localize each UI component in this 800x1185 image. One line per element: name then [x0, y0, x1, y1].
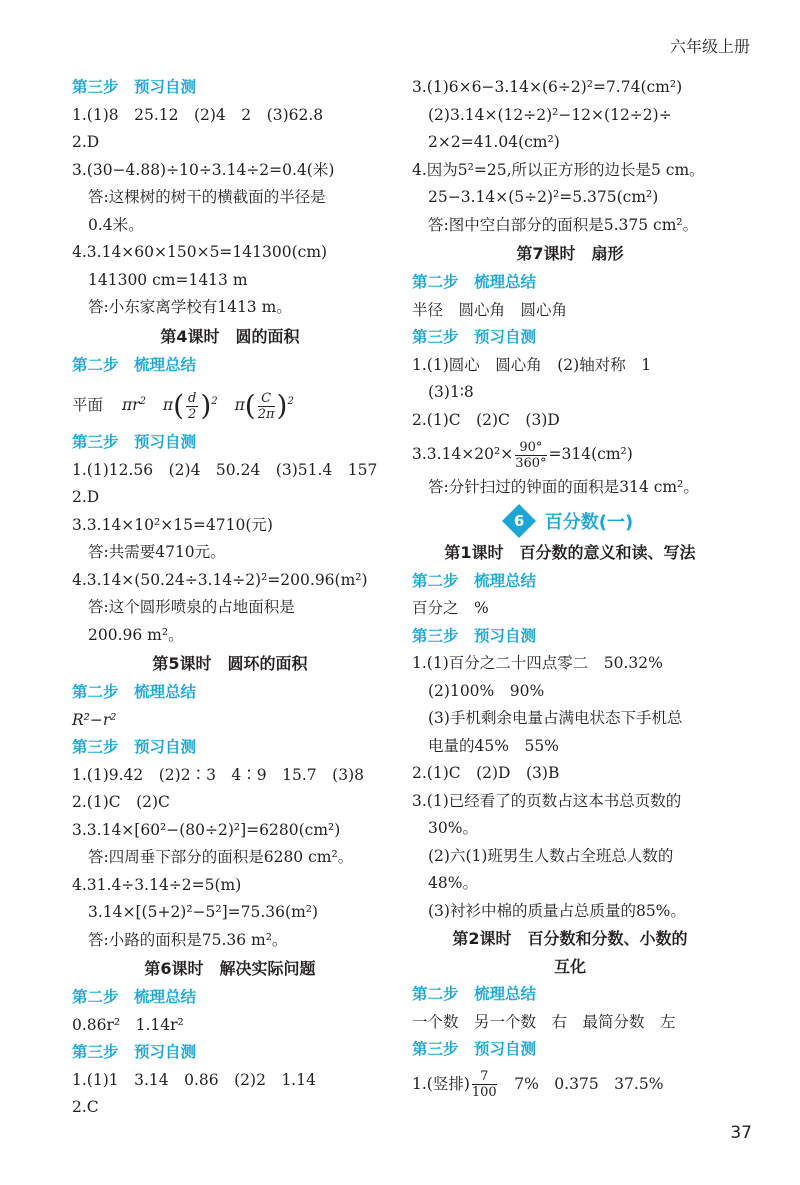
answer-line: 2.(1)C (2)C — [72, 793, 170, 812]
step-heading: 第二步 梳理总结 — [72, 355, 197, 374]
lesson-title: 第1课时 百分数的意义和读、写法 — [444, 542, 696, 562]
answer-line: 4.3.14×(50.24÷3.14÷2)²=200.96(m²) — [72, 570, 368, 589]
step-heading: 第二步 梳理总结 — [72, 683, 197, 702]
summary-line: R²−r² — [72, 710, 117, 729]
answer-line: 3.(1)已经看了的页数占这本书总页数的 — [412, 791, 682, 810]
answer-line: 2.(1)C (2)D (3)B — [412, 764, 560, 782]
answer-line: 3.14×[(5+2)²−5²]=75.36(m²) — [88, 903, 319, 922]
answer-line: (3)1∶8 — [428, 383, 474, 401]
answer-line: 4.因为5²=25,所以正方形的边长是5 cm。 — [412, 160, 705, 179]
answer-line: 答:这个圆形喷泉的占地面积是 — [88, 598, 295, 617]
conversion-answer: 1.(竖排) $\frac{7}{100}$ 7% 0.375 37.5% — [412, 1069, 664, 1100]
answer-line: (3)衬衫中棉的质量占总质量的85%。 — [428, 901, 686, 920]
right-column — [412, 74, 728, 1104]
answer-line: 2.D — [72, 488, 100, 507]
answer-line: 4.31.4÷3.14÷2=5(m) — [72, 875, 242, 894]
step-heading: 第三步 预习自测 — [72, 433, 197, 452]
step-heading: 第二步 梳理总结 — [412, 571, 537, 590]
left-column — [72, 74, 388, 1122]
answer-line: 3.3.14×[60²−(80÷2)²]=6280(cm²) — [72, 820, 341, 839]
grade-header: 六年级上册 — [669, 37, 750, 56]
answer-line: (2)3.14×(12÷2)²−12×(12÷2)÷ — [428, 105, 672, 124]
answer-line: 2×2=41.04(cm²) — [428, 133, 560, 151]
step-heading: 第三步 预习自测 — [72, 1043, 197, 1062]
answer-line: (3)手机剩余电量占满电状态下手机总 — [428, 709, 683, 727]
answer-line: 答:分针扫过的钟面的面积是314 cm²。 — [428, 478, 699, 496]
summary-line: 一个数 另一个数 右 最简分数 左 — [412, 1012, 676, 1031]
step-heading: 第三步 预习自测 — [412, 1040, 537, 1058]
step-heading: 第三步 预习自测 — [72, 78, 197, 96]
lesson-title-continued: 互化 — [553, 957, 586, 976]
step-heading: 第二步 梳理总结 — [72, 988, 197, 1007]
answer-line: 2.C — [72, 1098, 99, 1117]
answer-line: 答:这棵树的树干的横截面的半径是 — [88, 188, 326, 206]
answer-line: 30%。 — [428, 819, 478, 837]
summary-line: 百分之 % — [412, 599, 489, 617]
lesson-title: 第5课时 圆环的面积 — [152, 654, 308, 674]
answer-line: (2)100% 90% — [428, 681, 545, 700]
answer-line: 1.(1)8 25.12 (2)4 2 (3)62.8 — [72, 105, 324, 124]
answer-line: 2.D — [72, 133, 100, 151]
unit-title: 百分数(一) — [544, 511, 634, 533]
answer-line: (2)六(1)班男生人数占全班总人数的 — [428, 846, 674, 865]
unit-heading — [412, 508, 728, 534]
answer-line: 答:四周垂下部分的面积是6280 cm²。 — [88, 848, 354, 867]
answer-line: 3.3.14×10²×15=4710(元) — [72, 515, 273, 534]
lesson-title: 第6课时 解决实际问题 — [144, 959, 316, 979]
answer-line: 1.(1)百分之二十四点零二 50.32% — [412, 654, 663, 672]
step-heading: 第三步 预习自测 — [412, 626, 537, 645]
lesson-title: 第4课时 圆的面积 — [160, 326, 300, 346]
answer-line: 48%。 — [428, 874, 478, 892]
answer-line: 3.(30−4.88)÷10÷3.14÷2=0.4(米) — [72, 160, 335, 179]
step-heading: 第三步 预习自测 — [412, 328, 537, 346]
answer-line: 1.(1)1 3.14 0.86 (2)2 1.14 — [72, 1070, 316, 1089]
sector-area-equation: 3.3.14×20²× $\frac{90^\circ}{360^\circ}$ =314(cm²) — [412, 439, 633, 471]
answer-line: 141300 cm=1413 m — [88, 270, 248, 289]
answer-line: 1.(1)9.42 (2)2∶3 4∶9 15.7 (3)8 — [72, 765, 364, 784]
answer-line: 3.(1)6×6−3.14×(6÷2)²=7.74(cm²) — [412, 78, 683, 96]
step-heading: 第二步 梳理总结 — [412, 273, 537, 291]
area-formula: 平面 $\pi r^2$ π( $\frac{d}{2}$ )$^2$ π( $\frac{C}{2\pi}$ )$^2$ — [72, 389, 294, 423]
answer-line: 1.(1)圆心 圆心角 (2)轴对称 1 — [412, 355, 652, 374]
answer-line: 4.3.14×60×150×5=141300(cm) — [72, 243, 328, 261]
answer-line: 25−3.14×(5÷2)²=5.375(cm²) — [428, 188, 659, 206]
page-number: 37 — [730, 1123, 752, 1143]
step-heading: 第二步 梳理总结 — [412, 985, 537, 1003]
summary-line: 0.86r² 1.14r² — [72, 1015, 184, 1034]
lesson-title: 第7课时 扇形 — [516, 244, 624, 263]
answer-line: 0.4米。 — [88, 215, 144, 234]
unit-number-badge: 6 — [502, 504, 536, 538]
lesson-title: 第2课时 百分数和分数、小数的 — [452, 929, 688, 948]
answer-line: 电量的45% 55% — [428, 736, 559, 755]
answer-line: 200.96 m²。 — [88, 625, 184, 644]
answer-line: 1.(1)12.56 (2)4 50.24 (3)51.4 157 — [72, 460, 378, 479]
answer-line: 答:图中空白部分的面积是5.375 cm²。 — [428, 215, 699, 234]
summary-line: 半径 圆心角 圆心角 — [412, 300, 568, 319]
answer-line: 答:小路的面积是75.36 m²。 — [88, 930, 288, 949]
answer-line: 答:小东家离学校有1413 m。 — [88, 298, 292, 316]
answer-line: 2.(1)C (2)C (3)D — [412, 410, 560, 429]
step-heading: 第三步 预习自测 — [72, 738, 197, 757]
answer-line: 答:共需要4710元。 — [88, 543, 226, 562]
